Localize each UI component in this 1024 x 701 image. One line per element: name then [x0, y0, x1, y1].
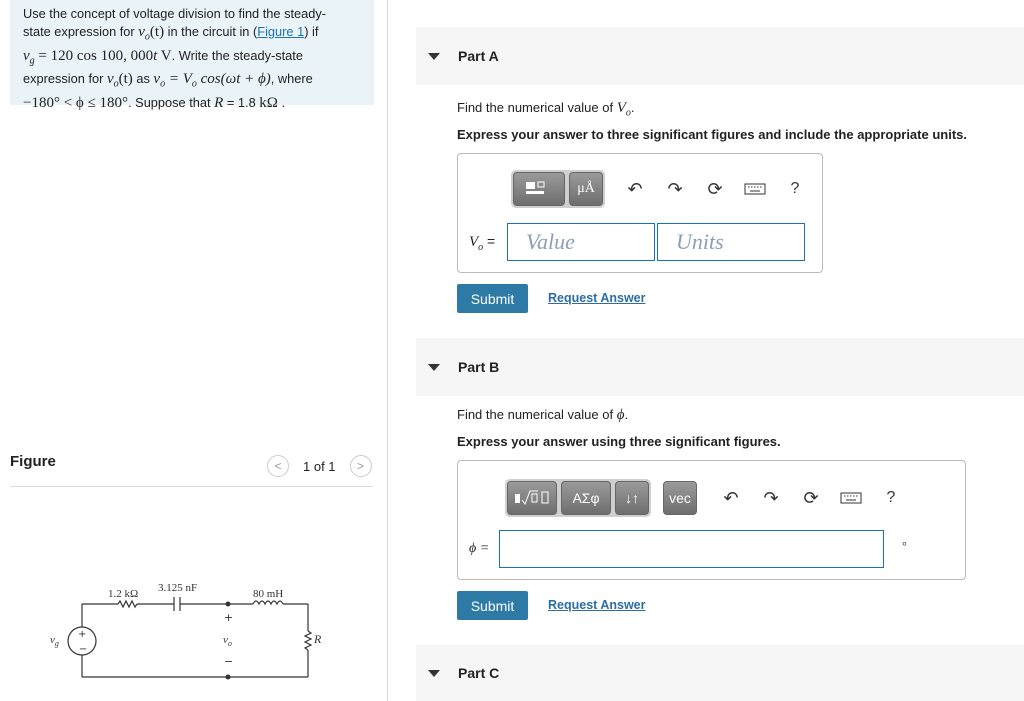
vo-label: $v_o$ [223, 634, 232, 648]
part-b-express: Express your answer using three significant figures. [457, 434, 781, 449]
figure-nav [267, 455, 372, 477]
redo-icon[interactable]: ↷ [667, 178, 683, 199]
phi-input[interactable] [499, 530, 884, 568]
math-expr: −180° < ϕ ≤ 180° [23, 94, 129, 111]
prev-figure-button[interactable] [267, 455, 289, 477]
part-a-submit-button[interactable]: Submit [457, 284, 528, 313]
math-sub: g [29, 55, 35, 67]
chevron-right-icon: > [357, 459, 365, 473]
template-group [511, 170, 605, 208]
vg-label: $v_g$ [50, 634, 59, 648]
units-button[interactable]: μÅ [569, 172, 603, 206]
problem-text: state expression for [23, 24, 139, 39]
undo-icon[interactable]: ↶ [723, 487, 739, 508]
vo-plus: + [224, 611, 234, 624]
part-b-submit-button[interactable]: Submit [457, 591, 528, 620]
templates-button[interactable] [513, 172, 565, 206]
problem-text: . Suppose that [128, 94, 215, 110]
part-b-answer-box [457, 460, 966, 580]
templates-icon [514, 488, 550, 508]
part-b-request-answer-link[interactable]: Request Answer [548, 598, 646, 612]
math-template-group [505, 479, 651, 517]
problem-text: expression for [23, 71, 107, 87]
part-a-toolbar [511, 170, 821, 208]
math-var: t [153, 47, 158, 64]
part-a-instruction [457, 100, 635, 119]
source-minus: − [79, 644, 88, 655]
math-var: = V [165, 71, 192, 88]
source-plus: + [78, 629, 87, 640]
phi-field-label: ϕ = [469, 541, 490, 556]
instruction-text: Find the numerical value of [457, 407, 617, 422]
math-unit: V [157, 47, 172, 64]
undo-icon[interactable]: ↶ [627, 178, 643, 199]
instruction-text: Find the numerical value of [457, 100, 617, 115]
keyboard-icon[interactable] [741, 175, 769, 203]
R-label: R [314, 632, 322, 646]
collapse-triangle-icon [428, 364, 440, 371]
math-sub: o [160, 78, 166, 90]
degree-unit: ∘ [901, 538, 908, 550]
math-expr: = 120 cos 100, 000 [34, 47, 154, 64]
problem-text: , where [270, 71, 313, 87]
vo-minus: − [224, 655, 234, 668]
math-arg: (t) [149, 24, 165, 40]
keyboard-icon[interactable] [837, 484, 865, 512]
math-sub: o [625, 107, 631, 119]
figure-link[interactable]: Figure 1 [257, 24, 305, 39]
math-arg: (t) [118, 71, 133, 88]
resistor-label: 1.2 kΩ [108, 588, 139, 600]
sort-button[interactable]: ↓↑ [615, 481, 649, 515]
part-a-header[interactable] [416, 27, 1024, 85]
math-sub: o [191, 78, 197, 90]
problem-text: Use the concept of voltage division to find the steady- [23, 6, 327, 21]
reset-icon[interactable]: ⟳ [707, 178, 723, 199]
figure-count: 1 of 1 [303, 458, 336, 474]
units-input[interactable]: Units [657, 223, 805, 261]
part-a-answer-box [457, 153, 823, 273]
math-var: v [153, 71, 161, 88]
inductor-label: 80 mH [253, 588, 284, 600]
symbols-button[interactable]: ΑΣφ [561, 481, 611, 515]
part-b-toolbar [505, 479, 917, 517]
part-title: Part C [458, 665, 500, 681]
part-c-header[interactable] [416, 645, 1024, 701]
node-dot [226, 602, 231, 607]
math-var: v [23, 47, 30, 64]
node-dot [226, 675, 231, 680]
problem-text: as [132, 71, 154, 87]
part-title: Part B [458, 359, 500, 375]
part-b-header[interactable] [416, 338, 1024, 396]
divider [10, 486, 373, 487]
collapse-triangle-icon [428, 53, 440, 60]
answer-panel [416, 0, 1024, 701]
math-var: R [214, 94, 224, 111]
templates-button[interactable] [507, 481, 557, 515]
math-unit: kΩ [259, 94, 278, 111]
part-a-express: Express your answer to three significant figures and include the appropriate units. [457, 127, 967, 142]
chevron-left-icon: < [274, 459, 282, 473]
problem-text: = 1.8 [223, 94, 260, 110]
problem-text: . Write the steady-state [171, 47, 303, 63]
next-figure-button[interactable] [350, 455, 372, 477]
circuit-diagram [10, 575, 330, 690]
part-b-instruction [457, 407, 628, 424]
problem-text: in the circuit in ( [164, 24, 258, 39]
capacitor-label: 3.125 nF [158, 582, 198, 594]
help-button[interactable]: ? [886, 489, 896, 506]
problem-statement [10, 0, 374, 111]
math-var: v [138, 24, 145, 40]
redo-icon[interactable]: ↷ [763, 487, 779, 508]
part-title: Part A [458, 48, 499, 64]
instruction-text: . [624, 407, 629, 422]
part-a-request-answer-link[interactable]: Request Answer [548, 291, 646, 305]
problem-text: . [277, 94, 286, 110]
collapse-triangle-icon [428, 670, 440, 677]
math-var: V [616, 100, 626, 116]
math-sub: o [113, 78, 119, 90]
math-var: ϕ [616, 407, 625, 423]
vec-button[interactable]: vec [663, 481, 697, 515]
math-var: v [106, 71, 114, 88]
problem-text: ) if [304, 24, 319, 39]
reset-icon[interactable]: ⟳ [803, 487, 819, 508]
templates-icon [524, 179, 554, 199]
problem-panel [0, 0, 388, 701]
math-expr: cos(ωt + ϕ) [196, 71, 271, 88]
value-input[interactable]: Value [507, 223, 655, 261]
math-sub: o [144, 31, 150, 43]
help-button[interactable]: ? [790, 180, 800, 197]
instruction-text: . [630, 100, 635, 115]
vo-field-label: $V_o$ = [469, 233, 496, 253]
figure-label: Figure [10, 453, 56, 470]
